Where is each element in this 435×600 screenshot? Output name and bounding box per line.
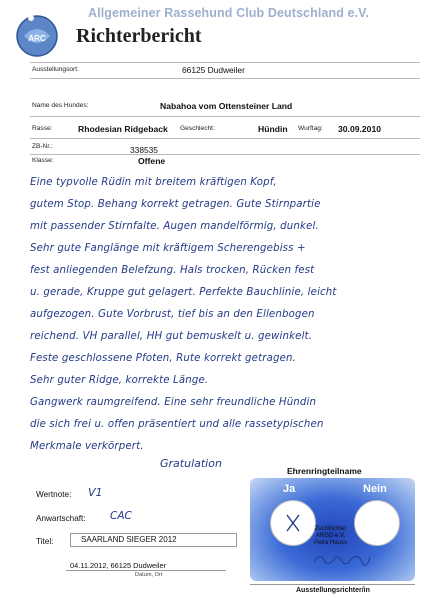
geschlecht-value: Hündin xyxy=(258,124,288,134)
report-line: die sich frei u. offen präsentiert und alle rassetypischen xyxy=(30,419,324,430)
ja-checkbox[interactable] xyxy=(270,500,316,546)
wertnote-label: Wertnote: xyxy=(36,490,72,499)
hund-value: Nabahoa vom Ottensteiner Land xyxy=(160,101,293,111)
judge-line xyxy=(250,584,415,585)
report-title: Richterbericht xyxy=(76,25,202,47)
divider xyxy=(30,154,420,155)
club-logo xyxy=(14,12,60,58)
stamp-line: ARGD e.V. xyxy=(315,533,346,539)
judge-label: Ausstellungsrichter/in xyxy=(296,587,370,594)
ausstellungsort-label: Ausstellungsort: xyxy=(32,66,79,73)
report-line: mit passender Stirnfalte. Augen mandelförmig, dunkel. xyxy=(30,221,319,232)
anwartschaft-value: CAC xyxy=(110,510,132,522)
judge-stamp xyxy=(314,526,347,547)
closing-text: Gratulation xyxy=(160,457,222,470)
judge-signature xyxy=(312,550,372,571)
datum-value: 04.11.2012, 66125 Dudweiler xyxy=(70,561,167,570)
zb-value: 338535 xyxy=(130,145,158,155)
report-line: reichend. VH parallel, HH gut bemuskelt u. gewinkelt. xyxy=(30,331,313,342)
ausstellungsort-value: 66125 Dudweiler xyxy=(182,65,245,75)
datum-line xyxy=(66,570,226,571)
nein-checkbox[interactable] xyxy=(354,500,400,546)
rasse-label: Rasse: xyxy=(32,125,53,132)
report-line: Eine typvolle Rüdin mit breitem kräftigen Kopf, xyxy=(30,177,277,188)
klasse-value: Offene xyxy=(138,156,166,166)
wurftag-label: Wurftag: xyxy=(298,125,323,132)
geschlecht-label: Geschlecht: xyxy=(180,125,215,132)
nein-label: Nein xyxy=(363,483,387,495)
klasse-label: Klasse: xyxy=(32,157,54,164)
report-line: Sehr guter Ridge, korrekte Länge. xyxy=(30,375,209,386)
ja-label: Ja xyxy=(283,483,296,495)
hund-label: Name des Hundes: xyxy=(32,102,89,109)
report-line: Sehr gute Fanglänge mit kräftigem Scherengebiss + xyxy=(30,243,306,254)
titel-value: SAARLAND SIEGER 2012 xyxy=(81,535,177,544)
report-line: aufgezogen. Gute Vorbrust, tief bis an den Ellenbogen xyxy=(30,309,315,320)
ehrenring-box xyxy=(250,478,415,581)
titel-box xyxy=(70,533,237,547)
divider xyxy=(30,62,420,63)
club-name: Allgemeiner Rassehund Club Deutschland e.V. xyxy=(88,6,369,20)
titel-label: Titel: xyxy=(36,537,54,546)
divider xyxy=(30,78,420,79)
stamp-line: Zuchtrichter xyxy=(314,526,347,532)
wurftag-value: 30.09.2010 xyxy=(338,124,382,134)
report-line: gutem Stop. Behang korrekt getragen. Gute Stirnpartie xyxy=(30,199,321,210)
wertnote-value: V1 xyxy=(88,486,103,499)
report-line: u. gerade, Kruppe gut gelagert. Perfekte Bauchlinie, leicht xyxy=(30,287,337,298)
anwartschaft-label: Anwartschaft: xyxy=(36,514,86,523)
divider xyxy=(30,116,420,117)
check-mark-icon xyxy=(271,501,315,545)
stamp-line: Petra Hauss xyxy=(314,540,348,546)
rasse-value: Rhodesian Ridgeback xyxy=(78,124,168,134)
ehrenring-title: Ehrenringteilname xyxy=(287,466,362,476)
report-line: Merkmale verkörpert. xyxy=(30,441,144,452)
report-line: Feste geschlossene Pfoten, Rute korrekt getragen. xyxy=(30,353,296,364)
divider xyxy=(30,138,420,139)
report-line: Gangwerk raumgreifend. Eine sehr freundliche Hündin xyxy=(30,397,317,408)
report-line: fest anliegenden Belefzung. Hals trocken, Rücken fest xyxy=(30,265,315,276)
zb-label: ZB-Nr.: xyxy=(32,143,53,150)
svg-text:ARC: ARC xyxy=(28,34,46,43)
datum-label: Datum, Ort xyxy=(135,572,163,578)
